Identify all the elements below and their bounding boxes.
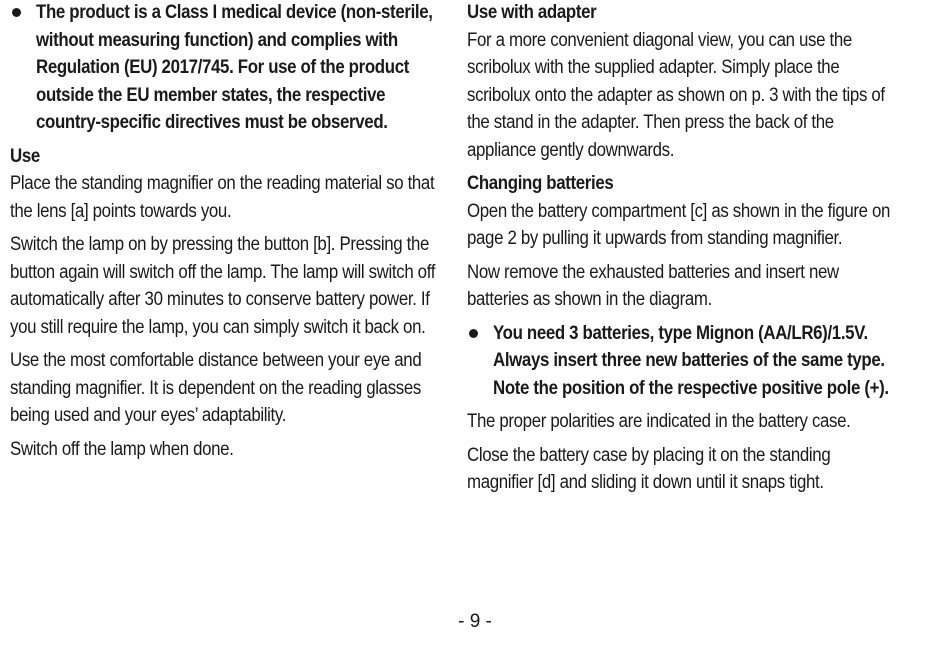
use-heading: Use xyxy=(10,144,40,167)
use-paragraph-distance: Use the most comfortable distance between your eye and standing magnifier. It is dependent on the reading glasses being used and your eyes’ adaptability. xyxy=(10,349,422,426)
batteries-paragraph-remove: Now remove the exhausted batteries and insert new batteries as shown in the diagram. xyxy=(467,260,839,310)
compliance-text: The product is a Class I medical device (non-sterile, without measuring function) and complies with Regulation (EU) 2017/745. For use of the product outside the EU member states, the respective country-specific directives must be observed. xyxy=(36,1,433,133)
adapter-heading: Use with adapter xyxy=(467,1,597,23)
bullet-dot xyxy=(469,329,478,338)
compliance-bullet xyxy=(10,0,440,137)
left-column xyxy=(10,0,440,463)
page-number: - 9 - xyxy=(458,611,492,632)
use-paragraph-switch-off: Switch off the lamp when done. xyxy=(10,437,234,460)
bullet-dot xyxy=(12,8,21,17)
batteries-paragraph-polarities: The proper polarities are indicated in the battery case. xyxy=(467,410,851,432)
batteries-heading: Changing batteries xyxy=(467,172,614,194)
batteries-paragraph-open: Open the battery compartment [c] as shown in the figure on page 2 by pulling it upwards from standing magnifier. xyxy=(467,199,891,249)
right-column xyxy=(467,0,897,497)
adapter-paragraph: For a more convenient diagonal view, you can use the scribolux with the supplied adapter. Simply place the scribolux onto the adapter as shown on p. 3 with the tips of the stand in the adapter. Then press the back of the appliance gently downwards. xyxy=(467,28,885,161)
use-paragraph-lamp: Switch the lamp on by pressing the button [b]. Pressing the button again will switch off the lamp. The lamp will switch off automatically after 30 minutes to conserve battery power. If you still require the lamp, you can simply switch it back on. xyxy=(10,233,436,338)
batteries-bullet-text: You need 3 batteries, type Mignon (AA/LR6)/1.5V. Always insert three new batteries of the same type. Note the position of the respective positive pole (+). xyxy=(493,321,889,399)
batteries-paragraph-close: Close the battery case by placing it on the standing magnifier [d] and sliding it down until it snaps tight. xyxy=(467,443,831,493)
use-paragraph-placement: Place the standing magnifier on the reading material so that the lens [a] points towards you. xyxy=(10,172,435,222)
batteries-bullet xyxy=(467,320,897,403)
